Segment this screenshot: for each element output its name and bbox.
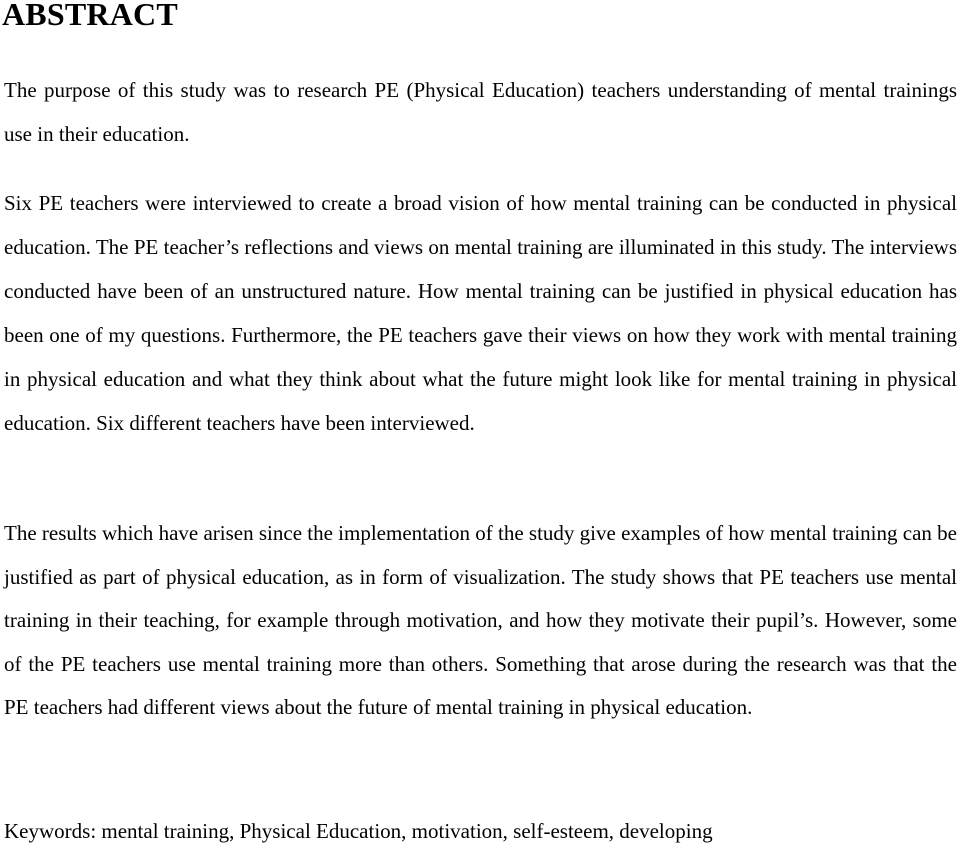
abstract-heading: ABSTRACT — [2, 0, 178, 32]
keywords-line: Keywords: mental training, Physical Education, motivation, self-esteem, developing — [4, 819, 713, 843]
abstract-paragraph-purpose: The purpose of this study was to research PE (Physical Education) teachers understanding of mental trainings use in their education. — [4, 78, 957, 146]
abstract-paragraph-method: Six PE teachers were interviewed to create a broad vision of how mental training can be conducted in physical education. The PE teacher’s reflections and views on mental training are illuminated in this study. The interviews conducted have been of an unstructured nature. How mental training can be justified in physical education has been one of my questions. Furthermore, the PE teachers gave their views on how they work with mental training in physical education and what they think about what the future might look like for mental training in physical education. Six different teachers have been interviewed. — [4, 191, 957, 435]
abstract-paragraph-results: The results which have arisen since the implementation of the study give examples of how mental training can be justified as part of physical education, as in form of visualization. The study shows that PE teachers use mental training in their teaching, for example through motivation, and how they motivate their pupil’s. However, some of the PE teachers use mental training more than others. Something that arose during the research was that the PE teachers had different views about the future of mental training in physical education. — [4, 521, 957, 719]
